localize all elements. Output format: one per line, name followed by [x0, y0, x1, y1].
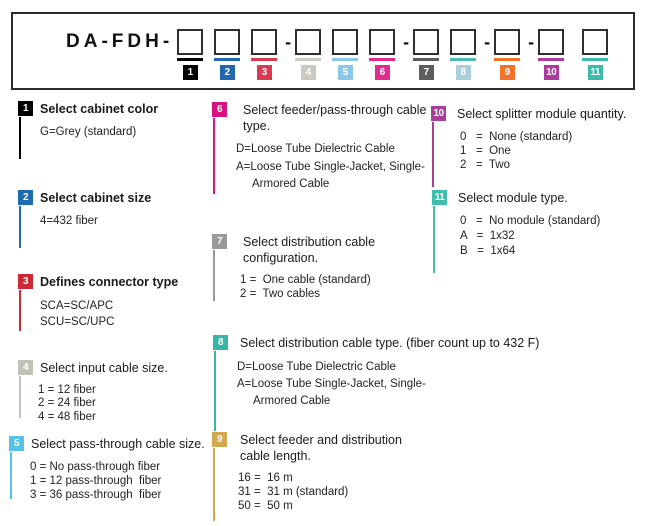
- section-options: [237, 359, 633, 410]
- position-badge: 3: [257, 65, 272, 80]
- digit-box: [214, 29, 240, 55]
- section-9: [212, 432, 412, 513]
- section-badge: 8: [213, 335, 228, 350]
- position-badge: 10: [544, 65, 559, 80]
- option-line: 4=432 fiber: [40, 214, 98, 227]
- section-title: Defines connector type: [40, 275, 179, 289]
- section-line: [19, 206, 21, 248]
- color-underline: [214, 58, 240, 61]
- position-cell-7: [413, 29, 439, 80]
- option-line: G=Grey (standard): [40, 125, 137, 138]
- section-title: Select feeder/pass-through cable type.: [243, 103, 427, 133]
- section-badge: 4: [18, 360, 33, 375]
- section-title: Select feeder and distribution cable length.: [240, 433, 402, 463]
- color-underline: [450, 58, 476, 61]
- color-underline: [251, 58, 277, 61]
- section-options: [236, 141, 427, 194]
- section-1: [18, 101, 208, 139]
- position-badge: 1: [183, 65, 198, 80]
- color-underline: [369, 58, 395, 61]
- position-badge: 8: [456, 65, 471, 80]
- digit-box: [332, 29, 358, 55]
- section-2: [18, 190, 208, 228]
- section-line: [213, 448, 215, 521]
- position-badge: 9: [500, 65, 515, 80]
- section-title: Select pass-through cable size.: [31, 437, 205, 451]
- section-badge: 10: [431, 106, 446, 121]
- section-10: [431, 106, 636, 172]
- position-cell-1: [177, 29, 203, 80]
- section-badge: 9: [212, 432, 227, 447]
- option-line: 0 = None (standard): [460, 130, 573, 143]
- section-4: [18, 360, 208, 424]
- color-underline: [413, 58, 439, 61]
- section-title: Select cabinet size: [40, 191, 152, 205]
- option-line: D=Loose Tube Dielectric Cable: [236, 143, 395, 155]
- section-title: Select cabinet color: [40, 102, 159, 116]
- position-badge: 11: [588, 65, 603, 80]
- position-cell-3: [251, 29, 277, 80]
- section-line: [19, 117, 21, 159]
- section-7: [212, 234, 412, 301]
- option-line: Armored Cable: [237, 394, 331, 407]
- group-separator: -: [484, 32, 491, 52]
- color-underline: [295, 58, 321, 61]
- position-cell-2: [214, 29, 240, 80]
- section-badge: 7: [212, 234, 227, 249]
- section-line: [19, 290, 21, 331]
- option-line: B = 1x64: [460, 244, 516, 257]
- section-title: Select distribution cable configuration.: [243, 235, 376, 265]
- option-line: SCA=SC/APC: [40, 299, 114, 312]
- section-3: [18, 274, 208, 331]
- digit-box: [413, 29, 439, 55]
- section-options: [460, 214, 637, 259]
- option-line: A=Loose Tube Single-Jacket, Single-: [236, 160, 425, 173]
- section-line: [10, 452, 12, 499]
- section-8: [213, 335, 633, 410]
- option-line: A=Loose Tube Single-Jacket, Single-: [237, 377, 426, 390]
- position-cell-4: [295, 29, 321, 80]
- group-separator: -: [285, 32, 292, 52]
- section-5: [9, 436, 209, 502]
- section-badge: 3: [18, 274, 33, 289]
- color-underline: [332, 58, 358, 61]
- section-options: [240, 273, 412, 301]
- section-line: [214, 351, 216, 431]
- option-line: 50 = 50 m: [238, 500, 293, 512]
- option-line: 0 = No module (standard): [460, 214, 601, 227]
- position-cell-8: [450, 29, 476, 80]
- digit-box: [538, 29, 564, 55]
- position-cell-11: [582, 29, 608, 80]
- digit-box: [369, 29, 395, 55]
- part-number-prefix: DA-FDH-: [66, 31, 174, 52]
- section-6: [212, 102, 427, 194]
- position-badge: 2: [220, 65, 235, 80]
- section-options: [30, 460, 209, 502]
- position-badge: 5: [338, 65, 353, 80]
- color-underline: [177, 58, 203, 61]
- position-cell-5: [332, 29, 358, 80]
- section-line: [433, 206, 435, 273]
- section-11: [432, 190, 637, 259]
- position-cell-10: [538, 29, 564, 80]
- section-options: [40, 125, 208, 139]
- option-line: 1 = 12 pass-through fiber: [30, 474, 162, 487]
- digit-box: [295, 29, 321, 55]
- option-line: 1 = 12 fiber: [38, 383, 96, 396]
- digit-box: [582, 29, 608, 55]
- color-underline: [494, 58, 520, 61]
- section-options: [40, 214, 208, 228]
- option-line: 4 = 48 fiber: [38, 410, 96, 423]
- digit-box: [251, 29, 277, 55]
- option-line: 2 = Two cables: [240, 288, 321, 300]
- section-badge: 5: [9, 436, 24, 451]
- section-badge: 2: [18, 190, 33, 205]
- option-line: 2 = 24 fiber: [38, 397, 96, 409]
- option-line: A = 1x32: [460, 229, 515, 242]
- section-options: [38, 384, 208, 425]
- option-line: 31 = 31 m (standard): [238, 486, 349, 498]
- section-line: [19, 376, 21, 418]
- position-badge: 6: [375, 65, 390, 80]
- option-line: 2 = Two: [460, 158, 510, 171]
- position-cell-9: [494, 29, 520, 80]
- option-line: 1 = One cable (standard): [240, 274, 371, 286]
- section-title: Select input cable size.: [40, 361, 168, 375]
- option-line: 16 = 16 m: [238, 472, 293, 484]
- color-underline: [582, 58, 608, 61]
- part-number-row: [13, 14, 633, 80]
- option-line: 3 = 36 pass-through fiber: [30, 488, 162, 501]
- section-badge: 11: [432, 190, 447, 205]
- section-line: [432, 122, 434, 187]
- section-title: Select splitter module quantity.: [457, 107, 627, 121]
- part-number-diagram: [11, 12, 635, 90]
- section-title: Select module type.: [458, 191, 568, 205]
- section-badge: 1: [18, 101, 33, 116]
- option-line: SCU=SC/UPC: [40, 316, 115, 328]
- option-line: 0 = No pass-through fiber: [30, 460, 161, 473]
- position-cell-6: [369, 29, 395, 80]
- option-line: D=Loose Tube Dielectric Cable: [237, 360, 396, 373]
- section-badge: 6: [212, 102, 227, 117]
- position-badge: 4: [301, 65, 316, 80]
- section-line: [213, 118, 215, 194]
- digit-box: [177, 29, 203, 55]
- color-underline: [538, 58, 564, 61]
- option-line: 1 = One: [460, 144, 511, 157]
- section-options: [460, 130, 636, 172]
- section-options: [40, 298, 208, 331]
- section-line: [213, 250, 215, 301]
- option-line: Armored Cable: [236, 178, 330, 190]
- position-badge: 7: [419, 65, 434, 80]
- digit-box: [494, 29, 520, 55]
- group-separator: -: [528, 32, 535, 52]
- digit-box: [450, 29, 476, 55]
- group-separator: -: [403, 32, 410, 52]
- section-options: [238, 471, 412, 513]
- section-title: Select distribution cable type. (fiber count up to 432 F): [240, 336, 540, 350]
